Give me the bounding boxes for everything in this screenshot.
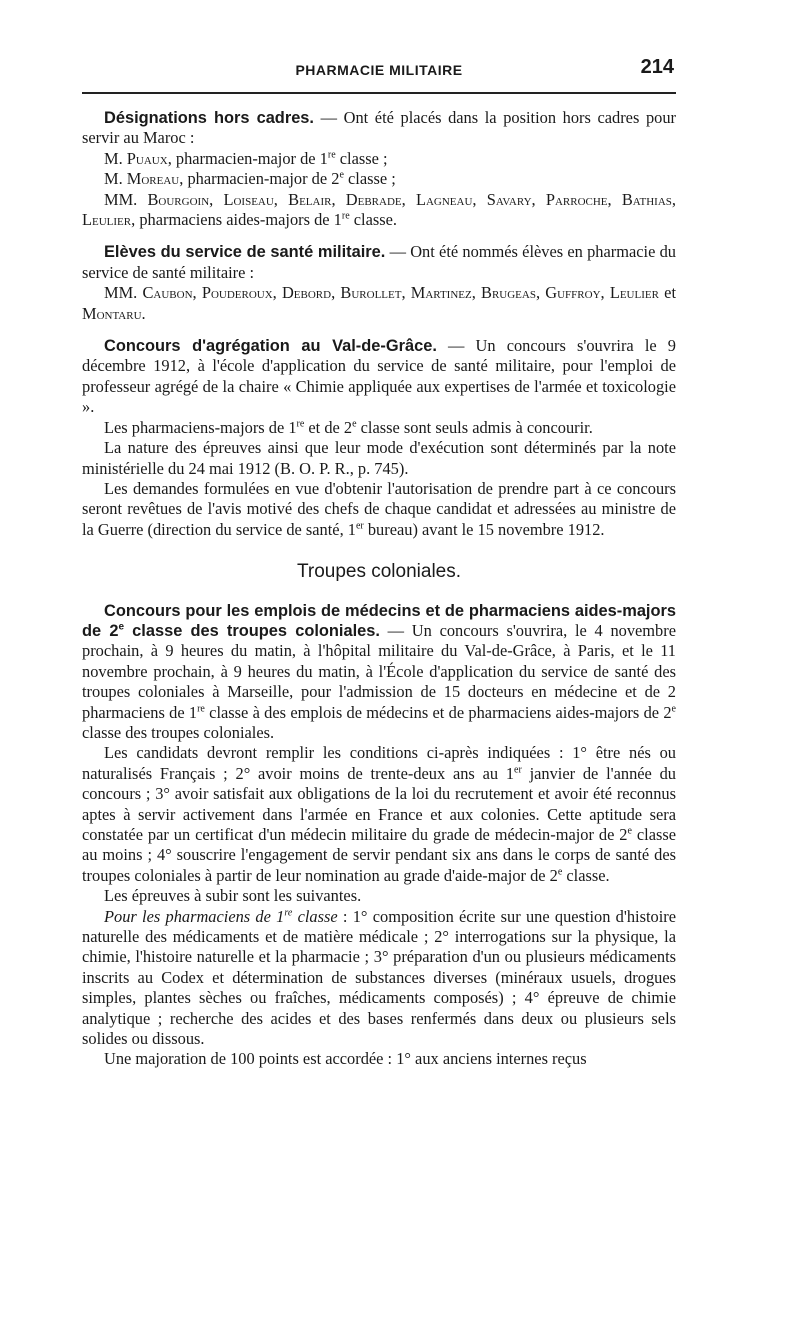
coloniales-epreuves-pharmaciens: Pour les pharmaciens de 1re classe : 1° composition écrite sur une question d'histoire naturelle des médicaments et de matière médicale ; 2° interrogations sur la physique, la chimie, l'histoire naturelle et la pharmacie ; 3° préparation d'un ou plusieurs médicaments inscrits au Codex et détermination de substances diverses (minéraux usuels, drogues simples, plantes sèches ou fraîches, médicaments composés) ; 4° épreuve de chimie analytique ; recherche des acides et des bases renfermés dans deux ou plusieurs sels solides ou dissous. xyxy=(82,906,676,1049)
eleves-heading: Elèves du service de santé militaire. xyxy=(104,243,386,262)
designation-line-3: MM. Bourgoin, Loiseau, Belair, Debrade, Lagneau, Savary, Parroche, Bathias, Leulier, pharmaciens aides-majors de 1re classe. xyxy=(82,189,676,230)
coloniales-conditions: Les candidats devront remplir les conditions ci-après indiquées : 1° être nés ou naturalisés Français ; 2° avoir moins de trente-deux ans au 1er janvier de l'année du concours ; 3° avoir satisfait aux obligations de la loi du recrutement et avoir été reconnus aptes à servir activement dans l'armée en France et aux colonies. Cette aptitude sera constatée par un certificat d'un médecin militaire du grade de médecin-major de 2e classe au moins ; 4° souscrire l'engagement de servir pendant six ans dans le corps de santé des troupes coloniales à partir de leur nomination au grade d'aide-major de 2e classe. xyxy=(82,743,677,885)
section-title-troupes-coloniales: Troupes coloniales. xyxy=(296,561,462,583)
coloniales-epreuves-intro: Les épreuves à subir sont les suivantes. xyxy=(104,886,362,906)
designation-line-1: M. Puaux, pharmacien-major de 1re classe ; xyxy=(104,148,388,168)
pharmaciens-label: Pour les pharmaciens de 1re classe xyxy=(104,906,338,926)
agregation-p4: Les demandes formulées en vue d'obtenir l'autorisation de prendre part à ce concours seront revêtues de l'avis motivé des chefs de chaque candidat et adressées au ministre de la Guerre (direction du service de santé, 1er bureau) avant le 15 novembre 1912. xyxy=(82,478,676,539)
page-body xyxy=(82,108,676,1070)
page-number: 214 xyxy=(640,56,674,78)
agregation-p2: Les pharmaciens-majors de 1re et de 2e classe sont seuls admis à concourir. xyxy=(104,417,593,437)
running-header xyxy=(82,56,676,86)
concours-coloniales-paragraph: Concours pour les emplois de médecins et de pharmaciens aides-majors de 2e classe des troupes coloniales. — Un concours s'ouvrira, le 4 novembre prochain, à 9 heures du matin, à l'hôpital militaire du Val-de-Grâce, à Paris, et le 11 novembre prochain, à 9 heures du matin, à l'École d'application du service de santé des troupes coloniales à Marseille, pour l'admission de 15 docteurs en médecine et de 2 pharmaciens de 1re classe à des emplois de médecins et de pharmaciens aides-majors de 2e classe des troupes coloniales. xyxy=(82,601,676,742)
eleves-names: MM. Caubon, Pouderoux, Debord, Burollet, Martinez, Brugeas, Guffroy, Leulier et Montaru. xyxy=(82,283,676,323)
designation-line-2: M. Moreau, pharmacien-major de 2e classe ; xyxy=(104,169,396,189)
coloniales-majoration: Une majoration de 100 points est accordée : 1° aux anciens internes reçus xyxy=(104,1049,587,1069)
agregation-p3: La nature des épreuves ainsi que leur mode d'exécution sont déterminés par la note ministérielle du 24 mai 1912 (B. O. P. R., p. 745). xyxy=(82,438,676,478)
concours-agregation-heading: Concours d'agrégation au Val-de-Grâce. xyxy=(104,337,437,356)
eleves-paragraph: Elèves du service de santé militaire. — Ont été nommés élèves en pharmacie du service de santé militaire : xyxy=(82,242,676,282)
header-rule xyxy=(82,92,676,94)
concours-agregation-paragraph: Concours d'agrégation au Val-de-Grâce. — Un concours s'ouvrira le 9 décembre 1912, à l'école d'application du service de santé militaire, pour l'emploi de professeur agrégé de la chaire « Chimie appliquée aux expertises de l'armée et toxicologie ». xyxy=(82,336,676,417)
designations-heading: Désignations hors cadres. xyxy=(104,109,314,127)
concours-coloniales-heading: Concours pour les emplois de médecins et de pharmaciens aides-majors de 2e classe des troupes coloniales. xyxy=(82,601,676,640)
running-title: PHARMACIE MILITAIRE xyxy=(295,62,463,78)
designations-paragraph: Désignations hors cadres. — Ont été placés dans la position hors cadres pour servir au Maroc : xyxy=(82,108,676,148)
